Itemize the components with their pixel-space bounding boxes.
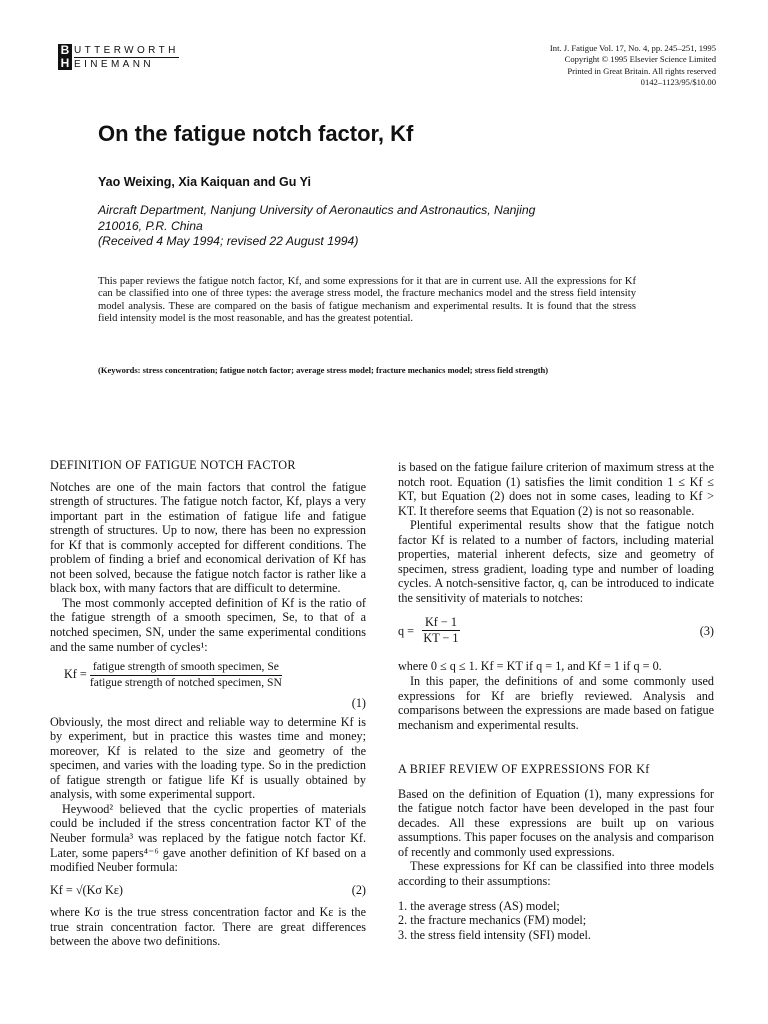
equation-number: (3) [699, 624, 714, 639]
right-column [398, 460, 714, 942]
paragraph: where Kσ is the true stress concentration factor and Kε is the true strain concentration factor. There are great differences between the above two definitions. [50, 905, 366, 949]
issn-line: 0142–1123/95/$10.00 [640, 76, 716, 87]
paragraph: where 0 ≤ q ≤ 1. Kf = KT if q = 1, and Kf = 1 if q = 0. [398, 659, 662, 674]
equation-2: Kf = √(Kσ Kε) (2) [50, 882, 366, 897]
equation-number: (1) [351, 696, 366, 711]
paragraph: Based on the definition of Equation (1), many expressions for the fatigue notch factor have been developed in the past four decades. All these expressions are built up on various assumptions. This paper focuses on the analysis and comparison of recently and commonly used expressions. [398, 786, 714, 859]
equation-3: q = $\frac{Kf - 1}{KT - 1}$ (3) [398, 615, 714, 646]
equation-number: (2) [351, 882, 366, 897]
section-heading-definition: DEFINITION OF FATIGUE NOTCH FACTOR [50, 458, 296, 472]
paragraph: is based on the fatigue failure criterion of maximum stress at the notch root. Equation (1) satisfies the limit condition 1 ≤ Kf ≤ KT, but Equation (2) does not in some cases, leading to Kf > KT. It therefore seems that Equation (2) is not so reasonable. [398, 460, 714, 518]
paragraph: Heywood² believed that the cyclic properties of materials could be included if the stress concentration factor KT of the Neuber formula³ was replaced by the fatigue notch factor Kf. Later, some papers⁴⁻⁶ gave another definition of Kf based on a modified Neuber formula: [50, 801, 366, 875]
model-list [398, 899, 714, 943]
paragraph: Plentiful experimental results show that the fatigue notch factor Kf is related to a number of factors, including material properties, material inherent defects, size and geometry of specimen, stress gradient, loading type and number of loading cycles. A notch-sensitive factor, q, can be introduced to indicate the sensitivity of materials to notches: [398, 518, 714, 605]
copyright-line: Copyright © 1995 Elsevier Science Limited [564, 54, 716, 65]
printed-line: Printed in Great Britain. All rights reserved [567, 65, 716, 76]
keywords: (Keywords: stress concentration; fatigue notch factor; average stress model; fracture mechanics model; stress field strength) [98, 365, 549, 375]
list-item: 1. the average stress (AS) model; [398, 898, 560, 913]
publisher-logo [58, 44, 179, 71]
equation-1: Kf = $\frac{\text{fatigue strength of smooth specimen, Se}}{\text{fatigue strength of notched specimen, SN}}$ [64, 660, 282, 689]
list-item: 3. the stress field intensity (SFI) model. [398, 927, 591, 942]
received-dates: (Received 4 May 1994; revised 22 August 1994) [98, 234, 359, 248]
paragraph: The most commonly accepted definition of Kf is the ratio of the fatigue strength of a smooth specimen, Se, to that of a notched specimen, SN, under the same experimental conditions and the same number of cycles¹: [50, 595, 366, 654]
left-column [50, 458, 366, 949]
logo-wordmark: UTTERWORTH EINEMANN [74, 45, 179, 70]
logo-mark: B H [58, 44, 72, 70]
paper-title: On the fatigue notch factor, Kf [98, 121, 414, 146]
abstract: This paper reviews the fatigue notch factor, Kf, and some expressions for it that are in current use. All the expressions for Kf can be classified into one of three types: the average stress model, the fracture mechanics model and the stress field intensity model analysis. These are compared on the basis of fatigue mechanism and experimental results. It is found that the stress field intensity model is the most reasonable, and has the greatest potential. [98, 276, 636, 325]
journal-citation: Int. J. Fatigue Vol. 17, No. 4, pp. 245–251, 1995 [549, 43, 716, 53]
paper-authors: Yao Weixing, Xia Kaiquan and Gu Yi [98, 175, 312, 189]
paragraph: Obviously, the most direct and reliable way to determine Kf is by experiment, but in practice this wastes time and money; moreover, Kf is related to the size and geometry of the specimen, and varies with the loading type. So in the prediction of fatigue strength or fatigue life Kf is usually obtained by analysis, with some experimental support. [50, 714, 366, 802]
list-item: 2. the fracture mechanics (FM) model; [398, 913, 587, 928]
affiliation: Aircraft Department, Nanjung University of Aeronautics and Astronautics, Nanjing 210016, P.R. China (Received 4 May 1994; revised 22 August 1994) [98, 203, 658, 250]
paragraph: These expressions for Kf can be classified into three models according to their assumptions: [398, 859, 714, 889]
journal-info [386, 43, 716, 88]
paragraph: In this paper, the definitions of and some commonly used expressions for Kf are briefly reviewed. Analysis and comparisons between the expressions are made based on fatigue mechanism and experimental results. [398, 674, 714, 732]
paragraph: Notches are one of the main factors that control the fatigue strength of structures. The fatigue notch factor, Kf, plays a very important part in the estimation of fatigue life and fatigue strength of structures. Up to now, there has been no expression for Kf that is commonly accepted for different conditions. The problem of finding a brief and economical derivation of Kf has not been solved, because the fatigue notch factor is rather like a black box, with many factors that are difficult to determine. [50, 479, 366, 596]
section-heading-review: A BRIEF REVIEW OF EXPRESSIONS FOR Kf [398, 762, 650, 777]
